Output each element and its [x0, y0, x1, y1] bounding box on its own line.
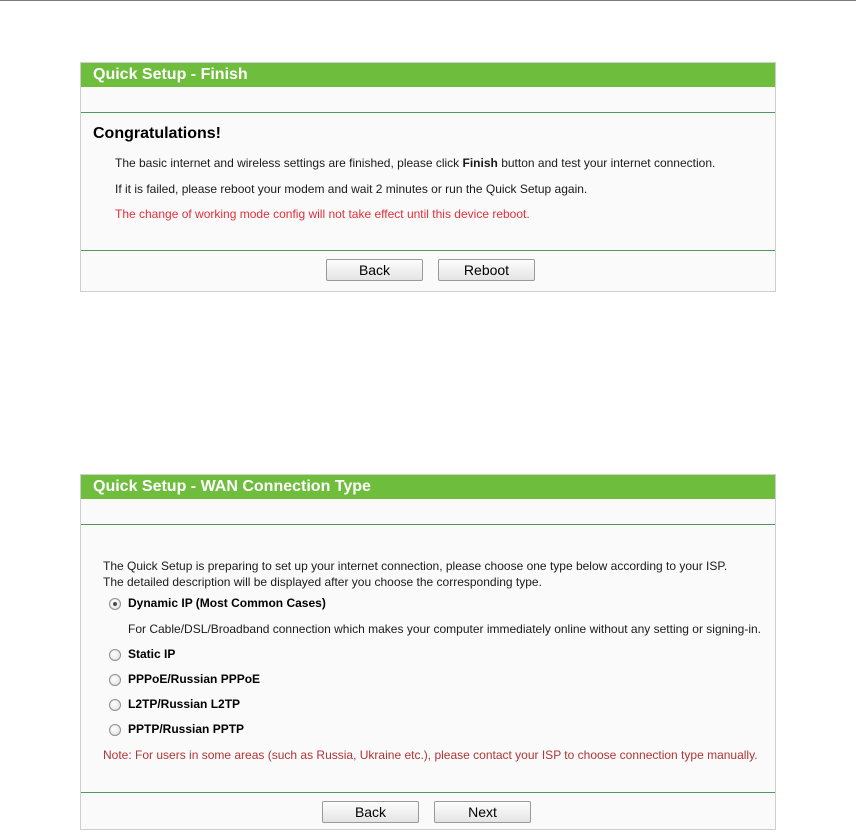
reboot-button[interactable]: Reboot [438, 259, 535, 281]
wan-content: The Quick Setup is preparing to set up your internet connection, please choose one type below according to your ISP. The detailed description will be displayed after you choose the corresponding type. Dynamic IP (Most Common Cases) For Cable/DSL/Broadband connection which makes your computer immediately online without any setting or signing-in. Static IP PPPoE/Russian PPPoE L2TP/Russian L2TP PPTP/Russian PPTP Note: For users in some areas (such as Russia, Ukraine etc.), please contact your ISP to choose connection type manually. [103, 559, 761, 762]
finish-content [81, 113, 775, 250]
reboot-instruction: If it is failed, please reboot your modem and wait 2 minutes or run the Quick Setup again. [115, 182, 588, 196]
reboot-warning: The change of working mode config will not take effect until this device reboot. [115, 207, 530, 221]
finish-instruction: The basic internet and wireless settings are finished, please click Finish button and test your internet connection. [115, 156, 716, 170]
radio-dynamic-ip[interactable] [109, 598, 121, 610]
panel-title: Quick Setup - WAN Connection Type [81, 475, 775, 499]
radio-l2tp[interactable] [109, 699, 121, 711]
radio-pppoe[interactable] [109, 674, 121, 686]
quick-setup-finish-panel [80, 62, 776, 292]
quick-setup-wan-panel [80, 474, 776, 830]
wan-intro-detail: The detailed description will be displayed after you choose the corresponding type. [103, 575, 542, 589]
finish-keyword: Finish [462, 156, 498, 170]
wan-footer [81, 793, 775, 832]
dynamic-ip-description: For Cable/DSL/Broadband connection which makes your computer immediately online without any setting or signing-in. [128, 622, 761, 636]
wan-intro: The Quick Setup is preparing to set up your internet connection, please choose one type below according to your ISP. [103, 559, 728, 573]
connection-type-note: Note: For users in some areas (such as Russia, Ukraine etc.), please contact your ISP to choose connection type manually. [103, 748, 758, 762]
finish-footer [81, 251, 775, 290]
next-button[interactable]: Next [434, 801, 531, 823]
radio-pptp[interactable] [109, 724, 121, 736]
top-divider [0, 0, 856, 1]
panel-title: Quick Setup - Finish [81, 63, 775, 87]
congratulations-heading: Congratulations! [93, 125, 221, 142]
back-button[interactable]: Back [322, 801, 419, 823]
radio-static-ip[interactable] [109, 649, 121, 661]
back-button[interactable]: Back [326, 259, 423, 281]
